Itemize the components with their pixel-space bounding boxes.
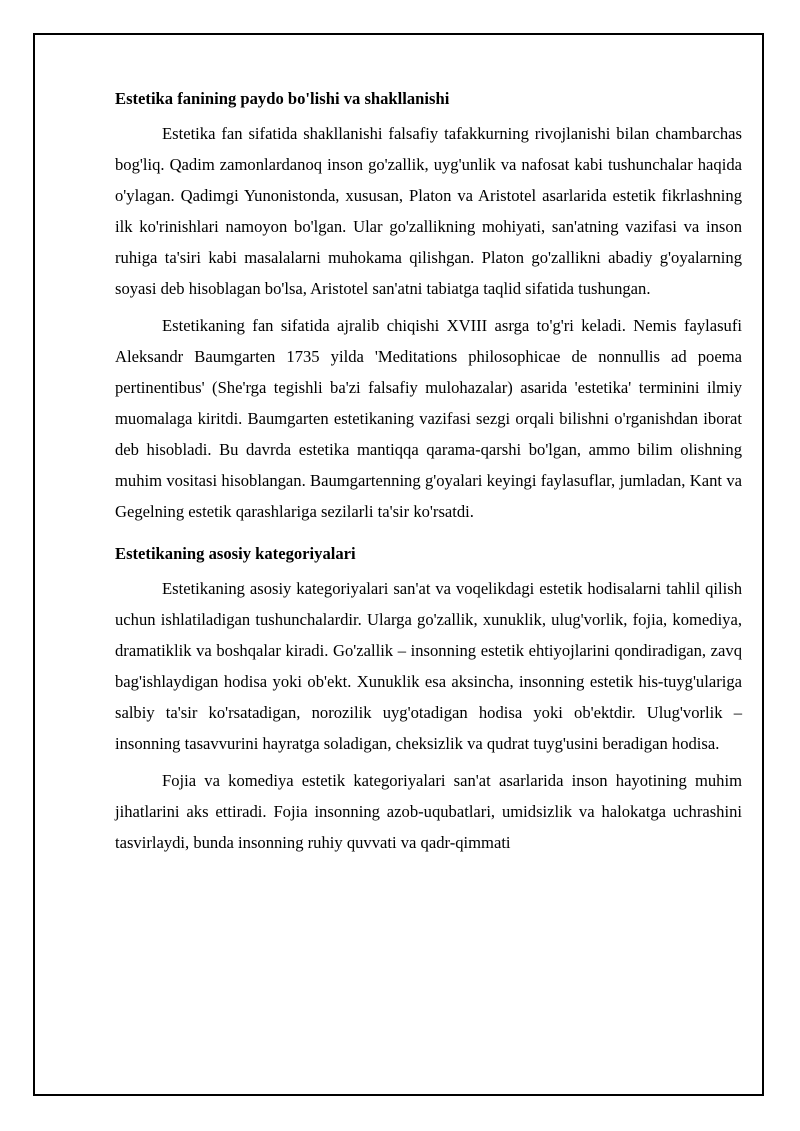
section-heading-origin: Estetika fanining paydo bo'lishi va shakllanishi bbox=[115, 89, 450, 108]
document-body bbox=[115, 86, 742, 864]
paragraph-categories-2: Fojia va komediya estetik kategoriyalari san'at asarlarida inson hayotining muhim jihatlarini aks ettiradi. Fojia insonning azob-uqubatlari, umidsizlik va halokatga uchrashini tasvirlaydi, bunda insonning ruhiy quvvati va qadr-qimmati bbox=[115, 771, 742, 852]
paragraph-categories-1: Estetikaning asosiy kategoriyalari san'at va voqelikdagi estetik hodisalarni tahlil qilish uchun ishlatiladigan tushunchalardir. Ularga go'zallik, xunuklik, ulug'vorlik, fojia, komediya, dramatiklik va boshqalar kiradi. Go'zallik – insonning estetik ehtiyojlarini qondiradigan, zavq bag'ishlaydigan hodisa yoki ob'ekt. Xunuklik esa aksincha, insonning estetik his-tuyg'ulariga salbiy ta'sir ko'rsatadigan, norozilik uyg'otadigan hodisa yoki ob'ektdir. Ulug'vorlik – insonning tasavvurini hayratga soladigan, cheksizlik va qudrat tuyg'usini beradigan hodisa. bbox=[115, 579, 742, 753]
section-heading-categories: Estetikaning asosiy kategoriyalari bbox=[115, 544, 356, 563]
paragraph-origin-1: Estetika fan sifatida shakllanishi falsafiy tafakkurning rivojlanishi bilan chambarchas bog'liq. Qadim zamonlardanoq inson go'zallik, uyg'unlik va nafosat kabi tushunchalar haqida o'ylagan. Qadimgi Yunonistonda, xususan, Platon va Aristotel asarlarida estetik fikrlashning ilk ko'rinishlari namoyon bo'lgan. Ular go'zallikning mohiyati, san'atning vazifasi va inson ruhiga ta'siri kabi masalalarni muhokama qilishgan. Platon go'zallikni abadiy g'oyalarning soyasi deb hisoblagan bo'lsa, Aristotel san'atni tabiatga taqlid sifatida tushungan. bbox=[115, 124, 742, 298]
paragraph-origin-2: Estetikaning fan sifatida ajralib chiqishi XVIII asrga to'g'ri keladi. Nemis faylasufi Aleksandr Baumgarten 1735 yilda 'Meditations philosophicae de nonnullis ad poema pertinentibus' (She'rga tegishli ba'zi falsafiy mulohazalar) asarida 'estetika' terminini ilmiy muomalaga kiritdi. Baumgarten estetikaning vazifasi sezgi orqali bilishni o'rganishdan iborat deb hisobladi. Bu davrda estetika mantiqqa qarama-qarshi bo'lgan, ammo bilim olishning muhim vositasi hisoblangan. Baumgartenning g'oyalari keyingi faylasuflar, jumladan, Kant va Gegelning estetik qarashlariga sezilarli ta'sir ko'rsatdi. bbox=[115, 316, 742, 521]
